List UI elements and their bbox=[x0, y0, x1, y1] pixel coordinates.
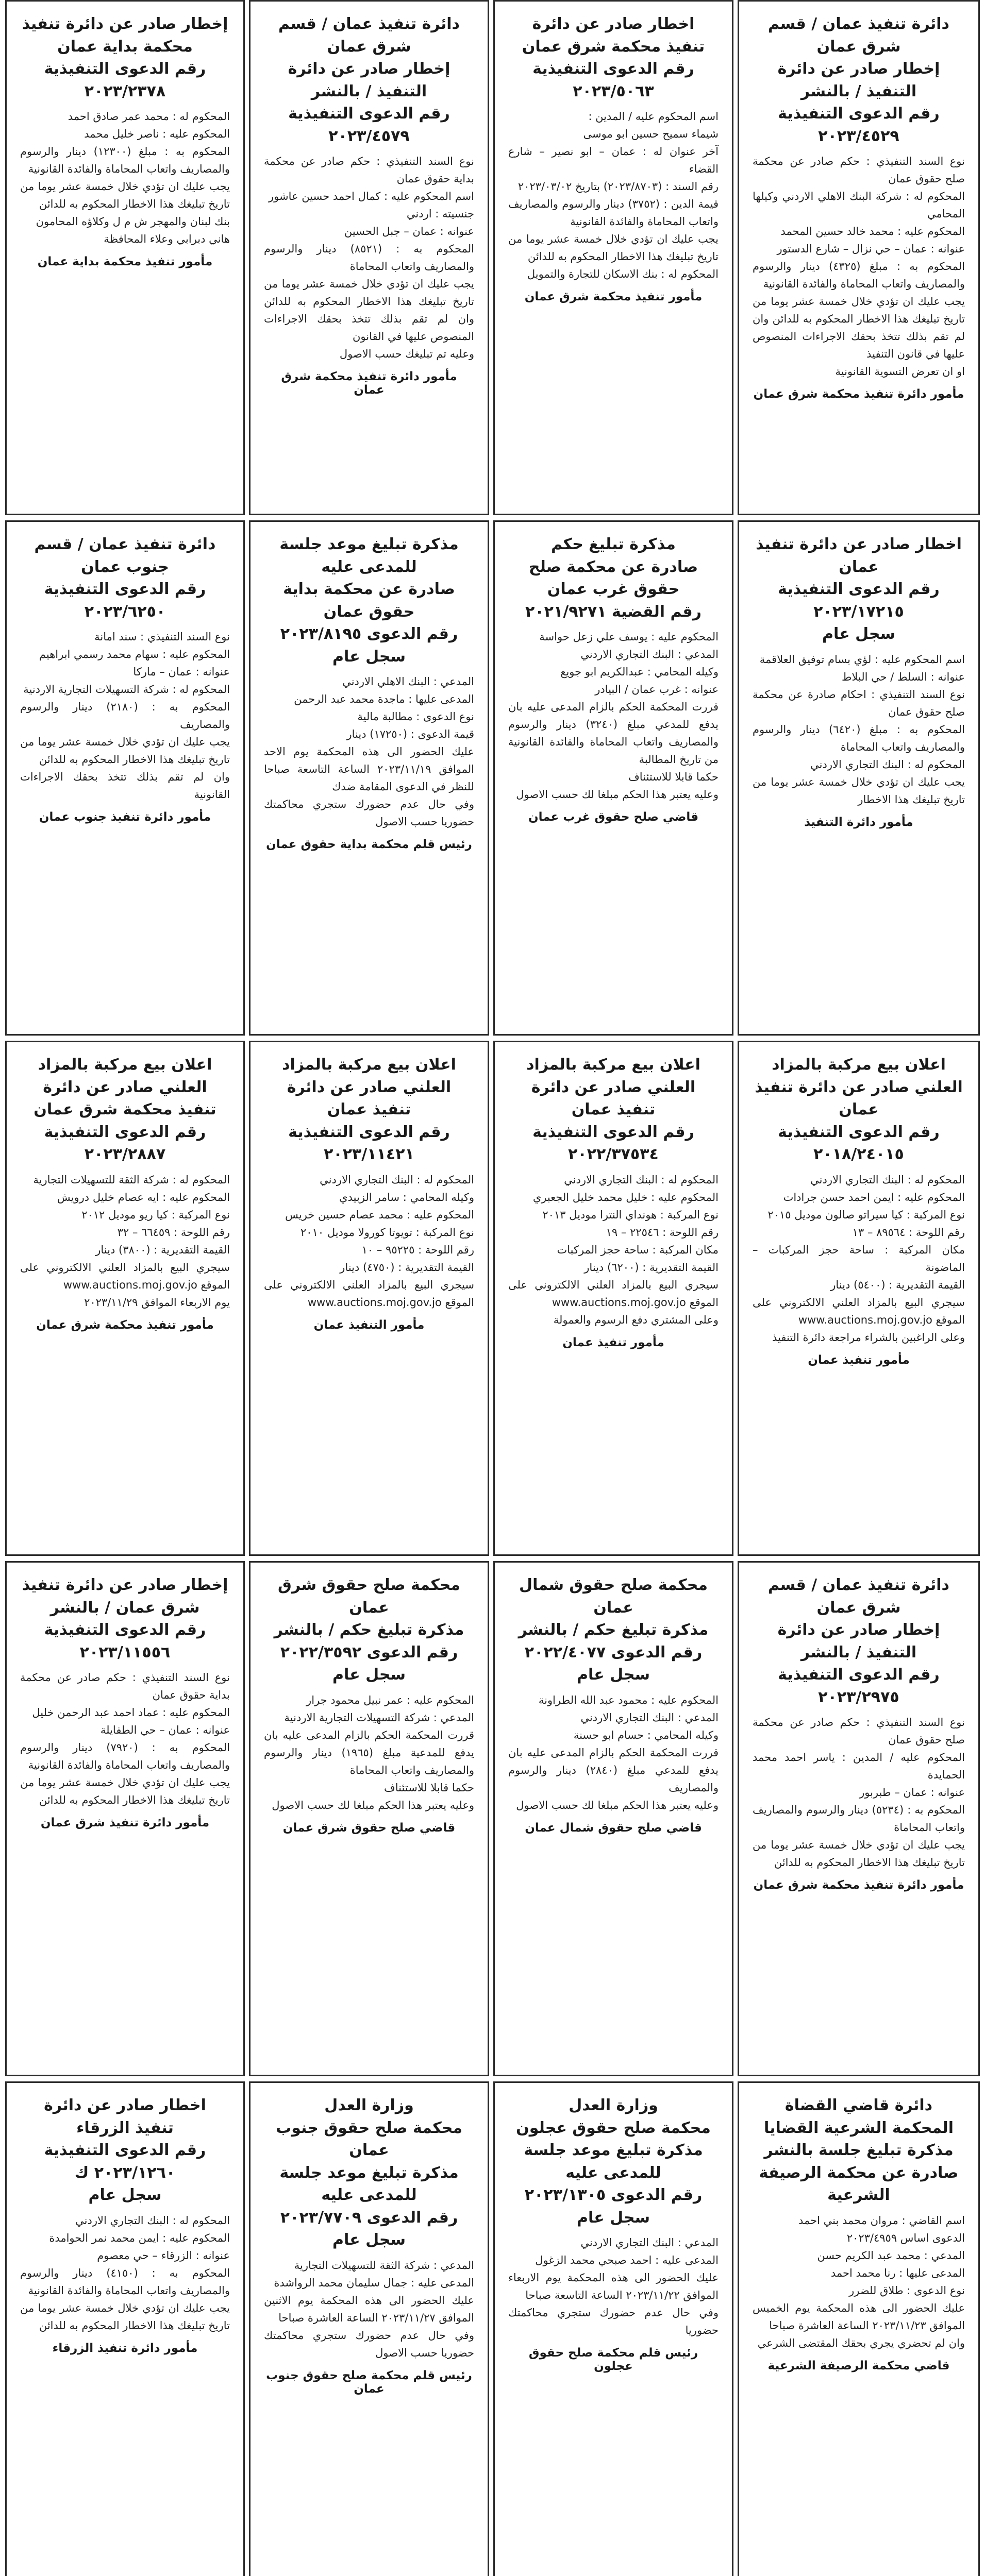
notice-signature: رئيس قلم محكمة صلح حقوق جنوب عمان bbox=[266, 2368, 472, 2396]
notice-title: اخطار صادر عن دائرة تنفيذ محكمة شرق عمان رقم الدعوى التنفيذية ٢٠٢٣/٥٠٦٣ bbox=[522, 15, 705, 100]
notice-n5 bbox=[738, 520, 980, 1036]
notice-body: نوع السند التنفيذي : حكم صادر عن محكمة بداية حقوق عمان المحكوم عليه : عماد احمد عبد الرحمن خليل عنوانه : عمان – حي الطفايلة المحكوم به : (٧٩٢٠) دينار والرسوم والمصاريف واتعاب المحاماة والفائدة القانونية يجب عليك ان تؤدي خلال خمسة عشر يوما من تاريخ تبليغك هذا الاخطار المحكوم به للدائن bbox=[20, 1671, 230, 1807]
notice-body: المحكوم له : البنك التجاري الاردني المحكوم عليه : خليل محمد خليل الجعبري نوع المركبة : هونداي النترا موديل ٢٠١٣ رقم اللوحة : ٢٢٥٤٦ – ١٩ مكان المركبة : ساحة حجز المركبات القيمة التقديرية : (٦٢٠٠) دينار سيجري البيع بالمزاد العلني الالكتروني على الموقع www.auctions.moj.gov.jo وعلى المشتري دفع الرسوم والعمولة bbox=[508, 1173, 719, 1326]
notice-n13 bbox=[738, 1561, 980, 2076]
notice-signature: مأمور دائرة تنفيذ شرق عمان bbox=[40, 1816, 210, 1830]
notice-title: محكمة صلح حقوق شرق عمان مذكرة تبليغ حكم / بالنشر رقم الدعوى ٢٠٢٢/٣٥٩٢ سجل عام bbox=[274, 1576, 464, 1684]
notice-body: المحكوم له : البنك التجاري الاردني المحكوم عليه : ايمن محمد نمر الحوامدة عنوانه : الزرقاء – حي معصوم المحكوم به : (٤١٥٠) دينار والرسوم والمصاريف واتعاب المحاماة والفائدة القانونية يجب عليك ان تؤدي خلال خمسة عشر يوما من تاريخ تبليغك هذا الاخطار المحكوم به للدائن bbox=[20, 2214, 230, 2332]
notice-title: دائرة تنفيذ عمان / قسم جنوب عمان رقم الدعوى التنفيذية ٢٠٢٣/٦٢٥٠ bbox=[34, 535, 216, 621]
notice-title: اعلان بيع مركبة بالمزاد العلني صادر عن دائرة تنفيذ محكمة شرق عمان رقم الدعوى التنفيذية ٢٠٢٣/٢٨٨٧ bbox=[34, 1056, 216, 1163]
notice-signature: قاضي صلح حقوق شمال عمان bbox=[525, 1821, 702, 1835]
notice-title: وزارة العدل محكمة صلح حقوق عجلون مذكرة تبليغ موعد جلسة للمدعى عليه رقم الدعوى ٢٠٢٣/١٣٠٥ سجل عام bbox=[516, 2096, 711, 2227]
notice-body: نوع السند التنفيذي : حكم صادر عن محكمة صلح حقوق عمان المحكوم عليه / المدين : ياسر احمد محمد الحمايدة عنوانه : عمان – طبربور المحكوم به : (٥٢٣٤) دينار والرسوم والمصاريف واتعاب المحاماة يجب عليك ان تؤدي خلال خمسة عشر يوما من تاريخ تبليغك هذا الاخطار المحكوم به للدائن bbox=[753, 1716, 965, 1869]
notice-signature: مأمور دائرة تنفيذ جنوب عمان bbox=[39, 810, 211, 824]
notice-n8 bbox=[5, 520, 245, 1036]
notice-body: المدعي : البنك الاهلي الاردني المدعى عليها : ماجدة محمد عبد الرحمن نوع الدعوى : مطالبة مالية قيمة الدعوى : (١٧٢٥٠) دينار عليك الحضور الى هذه المحكمة يوم الاحد الموافق ٢٠٢٣/١١/١٩ الساعة التاسعة صباحا للنظر في الدعوى المقامة ضدك وفي حال عدم حضورك ستجري محاكمتك حضوريا حسب الاصول bbox=[264, 675, 474, 828]
notice-n2 bbox=[493, 0, 733, 515]
notice-signature: رئيس قلم محكمة بداية حقوق عمان bbox=[266, 838, 472, 852]
notice-body: المحكوم له : البنك التجاري الاردني المحكوم عليه : ايمن احمد حسن جرادات نوع المركبة : كيا سيراتو صالون موديل ٢٠١٥ رقم اللوحة : ٨٩٥٦٤ – ١٣ مكان المركبة : ساحة حجز المركبات – الماضونة القيمة التقديرية : (٥٤٠٠) دينار سيجري البيع بالمزاد العلني الالكتروني على الموقع www.auctions.moj.gov.jo وعلى الراغبين بالشراء مراجعة دائرة التنفيذ bbox=[753, 1173, 965, 1344]
notice-signature: مأمور تنفيذ محكمة بداية عمان bbox=[37, 255, 213, 269]
notice-signature: مأمور التنفيذ عمان bbox=[313, 1318, 425, 1332]
notice-n1 bbox=[738, 0, 980, 515]
notice-n20 bbox=[5, 2081, 245, 2576]
notice-body: المحكوم له : البنك التجاري الاردني وكيله المحامي : سامر الزبيدي المحكوم عليه : محمد عصام حسين خريس نوع المركبة : تويوتا كورولا موديل ٢٠١٠ رقم اللوحة : ٩٥٢٢٥ – ١٠ القيمة التقديرية : (٤٧٥٠) دينار سيجري البيع بالمزاد العلني الالكتروني على الموقع www.auctions.moj.gov.jo bbox=[264, 1173, 474, 1309]
notice-body: المحكوم له : محمد عمر صادق احمد المحكوم عليه : ناصر خليل محمد المحكوم به : مبلغ (١٢٣٠٠) دينار والرسوم والمصاريف واتعاب المحاماة والفائدة القانونية يجب عليك ان تؤدي خلال خمسة عشر يوما من تاريخ تبليغك هذا الاخطار المحكوم به للدائن بنك لبنان والمهجر ش م ل وكلاؤه المحامون هاني دبرابي وعلاء المحافظة bbox=[20, 110, 230, 246]
notice-title: إخطار صادر عن دائرة تنفيذ محكمة بداية عمان رقم الدعوى التنفيذية ٢٠٢٣/٢٣٧٨ bbox=[22, 15, 228, 100]
notice-title: اخطار صادر عن دائرة تنفيذ عمان رقم الدعوى التنفيذية ٢٠٢٣/١٧٢١٥ سجل عام bbox=[756, 535, 962, 643]
notice-signature: رئيس قلم محكمة صلح حقوق عجلون bbox=[528, 2346, 698, 2374]
notice-body: المدعي : شركة الثقة للتسهيلات التجارية المدعى عليه : جمال سليمان محمد الرواشدة عليك الحضور الى هذه المحكمة يوم الاثنين الموافق ٢٠٢٣/١١/٢٧ الساعة العاشرة صباحا وفي حال عدم حضورك ستجري محاكمتك حضوريا حسب الاصول bbox=[264, 2259, 474, 2359]
notice-body: نوع السند التنفيذي : حكم صادر عن محكمة صلح حقوق عمان المحكوم له : شركة البنك الاهلي الاردني وكيلها المحامي المحكوم عليه : محمد خالد حسين المحمد عنوانه : عمان – حي نزال – شارع الدستور المحكوم به : مبلغ (٤٣٢٥) دينار والرسوم والمصاريف واتعاب المحاماة والفائدة القانونية يجب عليك ان تؤدي خلال خمسة عشر يوما من تاريخ تبليغك هذا الاخطار المحكوم به للدائن وان لم تقم بذلك تتخذ بحقك الاجراءات المنصوص عليها في قانون التنفيذ او ان تعرض التسوية القانونية bbox=[753, 155, 965, 378]
notice-signature: قاضي صلح حقوق شرق عمان bbox=[282, 1821, 456, 1835]
notice-n16 bbox=[5, 1561, 245, 2076]
notice-n14 bbox=[493, 1561, 733, 2076]
notice-signature: قاضي محكمة الرصيفة الشرعية bbox=[767, 2359, 950, 2372]
notice-body: نوع السند التنفيذي : حكم صادر عن محكمة بداية حقوق عمان اسم المحكوم عليه : كمال احمد حسين عاشور جنسيته : اردني عنوانه : عمان – جبل الحسين المحكوم به : (٨٥٢١) دينار والرسوم والمصاريف واتعاب المحاماة يجب عليك ان تؤدي خلال خمسة عشر يوما من تاريخ تبليغك هذا الاخطار المحكوم به للدائن وان لم تقم بذلك تتخذ بحقك الاجراءات المنصوص عليها في القانون وعليه تم تبليغك حسب الاصول bbox=[264, 155, 474, 361]
notice-title: دائرة تنفيذ عمان / قسم شرق عمان إخطار صادر عن دائرة التنفيذ / بالنشر رقم الدعوى التنفيذية ٢٠٢٣/٤٥٧٩ bbox=[278, 15, 460, 145]
notice-n17 bbox=[738, 2081, 980, 2576]
notice-n18 bbox=[493, 2081, 733, 2576]
notice-n7 bbox=[249, 520, 489, 1036]
notice-title: دائرة قاضي القضاة المحكمة الشرعية القضايا مذكرة تبليغ جلسة بالنشر صادرة عن محكمة الرصيفة الشرعية bbox=[759, 2096, 959, 2204]
notice-signature: مأمور تنفيذ عمان bbox=[562, 1335, 664, 1349]
notice-n19 bbox=[249, 2081, 489, 2576]
notice-signature: قاضي صلح حقوق غرب عمان bbox=[528, 810, 699, 824]
notice-body: اسم المحكوم عليه : لؤي بسام توفيق العلاقمة عنوانه : السلط / حي البلاط نوع السند التنفيذي : احكام صادرة عن محكمة صلح حقوق عمان المحكوم به : مبلغ (٦٤٢٠) دينار والرسوم والمصاريف واتعاب المحاماة المحكوم له : البنك التجاري الاردني يجب عليك ان تؤدي خلال خمسة عشر يوما من تاريخ تبليغك هذا الاخطار bbox=[753, 653, 965, 806]
notice-title: اعلان بيع مركبة بالمزاد العلني صادر عن دائرة تنفيذ عمان رقم الدعوى التنفيذية ٢٠٢٢/٣٧٥٣٤ bbox=[526, 1056, 700, 1163]
notice-title: اخطار صادر عن دائرة تنفيذ الزرقاء رقم الدعوى التنفيذية ٢٠٢٣/١٢٦٠ ك سجل عام bbox=[44, 2096, 206, 2204]
notice-title: مذكرة تبليغ حكم صادرة عن محكمة صلح حقوق غرب عمان رقم القضية ٢٠٢١/٩٢٧١ bbox=[525, 535, 702, 621]
notice-signature: مأمور تنفيذ محكمة شرق عمان bbox=[524, 290, 703, 304]
notice-n3 bbox=[249, 0, 489, 515]
notice-body: المحكوم عليه : محمود عبد الله الطراونة المدعي : البنك التجاري الاردني وكيله المحامي : حسام ابو حسنة قررت المحكمة الحكم بالزام المدعى عليه بان يدفع للمدعي مبلغ (٢٨٤٠) دينار والرسوم والمصاريف وعليه يعتبر هذا الحكم مبلغا لك حسب الاصول bbox=[508, 1693, 719, 1811]
notice-signature: مأمور دائرة تنفيذ محكمة شرق عمان bbox=[753, 1878, 964, 1892]
notice-signature: مأمور دائرة تنفيذ محكمة شرق عمان bbox=[281, 370, 457, 397]
notice-body: المحكوم له : شركة الثقة للتسهيلات التجارية المحكوم عليه : ايه عصام خليل درويش نوع المركبة : كيا ريو موديل ٢٠١٢ رقم اللوحة : ٦٦٤٥٩ – ٣٢ القيمة التقديرية : (٣٨٠٠) دينار سيجري البيع بالمزاد العلني الالكتروني على الموقع www.auctions.moj.gov.jo يوم الاربعاء الموافق ٢٠٢٣/١١/٢٩ bbox=[20, 1173, 230, 1309]
notice-signature: مأمور تنفيذ عمان bbox=[808, 1353, 910, 1367]
notice-body: اسم المحكوم عليه / المدين : شيماء سميح حسين ابو موسى آخر عنوان له : عمان – ابو نصير – شارع القضاء رقم السند : (٢٠٢٣/٨٧٠٣) بتاريخ ٢٠٢٣/٠٣/٠٢ قيمة الدين : (٣٧٥٢) دينار والرسوم والمصاريف واتعاب المحاماة والفائدة القانونية يجب عليك ان تؤدي خلال خمسة عشر يوما من تاريخ تبليغك هذا الاخطار المحكوم به للدائن المحكوم له : بنك الاسكان للتجارة والتمويل bbox=[508, 110, 719, 281]
notice-n6 bbox=[493, 520, 733, 1036]
notice-title: محكمة صلح حقوق شمال عمان مذكرة تبليغ حكم / بالنشر رقم الدعوى ٢٠٢٢/٤٠٧٧ سجل عام bbox=[518, 1576, 709, 1684]
notice-signature: مأمور دائرة التنفيذ bbox=[804, 815, 913, 829]
notice-body: المدعي : البنك التجاري الاردني المدعى عليه : احمد صبحي محمد الزغول عليك الحضور الى هذه المحكمة يوم الاربعاء الموافق ٢٠٢٣/١١/٢٢ الساعة التاسعة صباحا وفي حال عدم حضورك ستجري محاكمتك حضوريا bbox=[508, 2236, 719, 2337]
notice-n12 bbox=[5, 1041, 245, 1556]
notice-title: دائرة تنفيذ عمان / قسم شرق عمان إخطار صادر عن دائرة التنفيذ / بالنشر رقم الدعوى التنفيذية ٢٠٢٣/٢٩٧٥ bbox=[768, 1576, 949, 1706]
notice-title: دائرة تنفيذ عمان / قسم شرق عمان إخطار صادر عن دائرة التنفيذ / بالنشر رقم الدعوى التنفيذية ٢٠٢٣/٤٥٢٩ bbox=[768, 15, 949, 145]
notice-title: وزارة العدل محكمة صلح حقوق جنوب عمان مذكرة تبليغ موعد جلسة للمدعى عليه رقم الدعوى ٢٠٢٣/٧٧٠٩ سجل عام bbox=[276, 2096, 462, 2249]
notice-body: اسم القاضي : مروان محمد بني احمد الدعوى اساس ٢٠٢٣/٤٩٥٩ المدعي : محمد عبد الكريم حسن المدعى عليها : رنا محمد احمد نوع الدعوى : طلاق للضرر عليك الحضور الى هذه المحكمة يوم الخميس الموافق ٢٠٢٣/١١/٢٣ الساعة العاشرة صباحا وان لم تحضري يجري بحقك المقتضى الشرعي bbox=[753, 2214, 965, 2349]
notice-body: نوع السند التنفيذي : سند امانة المحكوم عليه : سهام محمد رسمي ابراهيم عنوانه : عمان – ماركا المحكوم له : شركة التسهيلات التجارية الاردنية المحكوم به : (٢١٨٠) دينار والرسوم والمصاريف يجب عليك ان تؤدي خلال خمسة عشر يوما من تاريخ تبليغك هذا الاخطار المحكوم به للدائن وان لم تقم بذلك تتخذ بحقك الاجراءات القانونية bbox=[20, 631, 230, 801]
notice-n11 bbox=[249, 1041, 489, 1556]
notice-n9 bbox=[738, 1041, 980, 1556]
notice-body: المحكوم عليه : يوسف علي زعل حواسة المدعي : البنك التجاري الاردني وكيله المحامي : عبدالكريم ابو جويع عنوانه : غرب عمان / البيادر قررت المحكمة الحكم بالزام المدعى عليه بان يدفع للمدعي مبلغ (٣٢٤٠) دينار والرسوم والمصاريف واتعاب المحاماة والفائدة القانونية من تاريخ المطالبة حكما قابلا للاستئناف وعليه يعتبر هذا الحكم مبلغا لك حسب الاصول bbox=[508, 631, 719, 801]
notice-title: إخطار صادر عن دائرة تنفيذ شرق عمان / بالنشر رقم الدعوى التنفيذية ٢٠٢٣/١١٥٥٦ bbox=[22, 1576, 228, 1662]
notice-signature: مأمور دائرة تنفيذ الزرقاء bbox=[52, 2341, 198, 2355]
notice-n10 bbox=[493, 1041, 733, 1556]
notice-title: مذكرة تبليغ موعد جلسة للمدعى عليه صادرة عن محكمة بداية حقوق عمان رقم الدعوى ٢٠٢٣/٨١٩٥ سجل عام bbox=[279, 535, 459, 666]
notice-title: اعلان بيع مركبة بالمزاد العلني صادر عن دائرة تنفيذ عمان رقم الدعوى التنفيذية ٢٠١٨/٢٤٠١٥ bbox=[755, 1056, 963, 1163]
notice-title: اعلان بيع مركبة بالمزاد العلني صادر عن دائرة تنفيذ عمان رقم الدعوى التنفيذية ٢٠٢٣/١١٤٢١ bbox=[282, 1056, 456, 1163]
notice-signature: مأمور دائرة تنفيذ محكمة شرق عمان bbox=[753, 387, 964, 401]
notice-n15 bbox=[249, 1561, 489, 2076]
notice-body: المحكوم عليه : عمر نبيل محمود جرار المدعي : شركة التسهيلات التجارية الاردنية قررت المحكمة الحكم بالزام المدعى عليه بان يدفع للمدعية مبلغ (١٩٦٥) دينار والرسوم والمصاريف واتعاب المحاماة حكما قابلا للاستئناف وعليه يعتبر هذا الحكم مبلغا لك حسب الاصول bbox=[264, 1693, 474, 1811]
notice-n4 bbox=[5, 0, 245, 515]
notice-signature: مأمور تنفيذ محكمة شرق عمان bbox=[36, 1318, 214, 1332]
